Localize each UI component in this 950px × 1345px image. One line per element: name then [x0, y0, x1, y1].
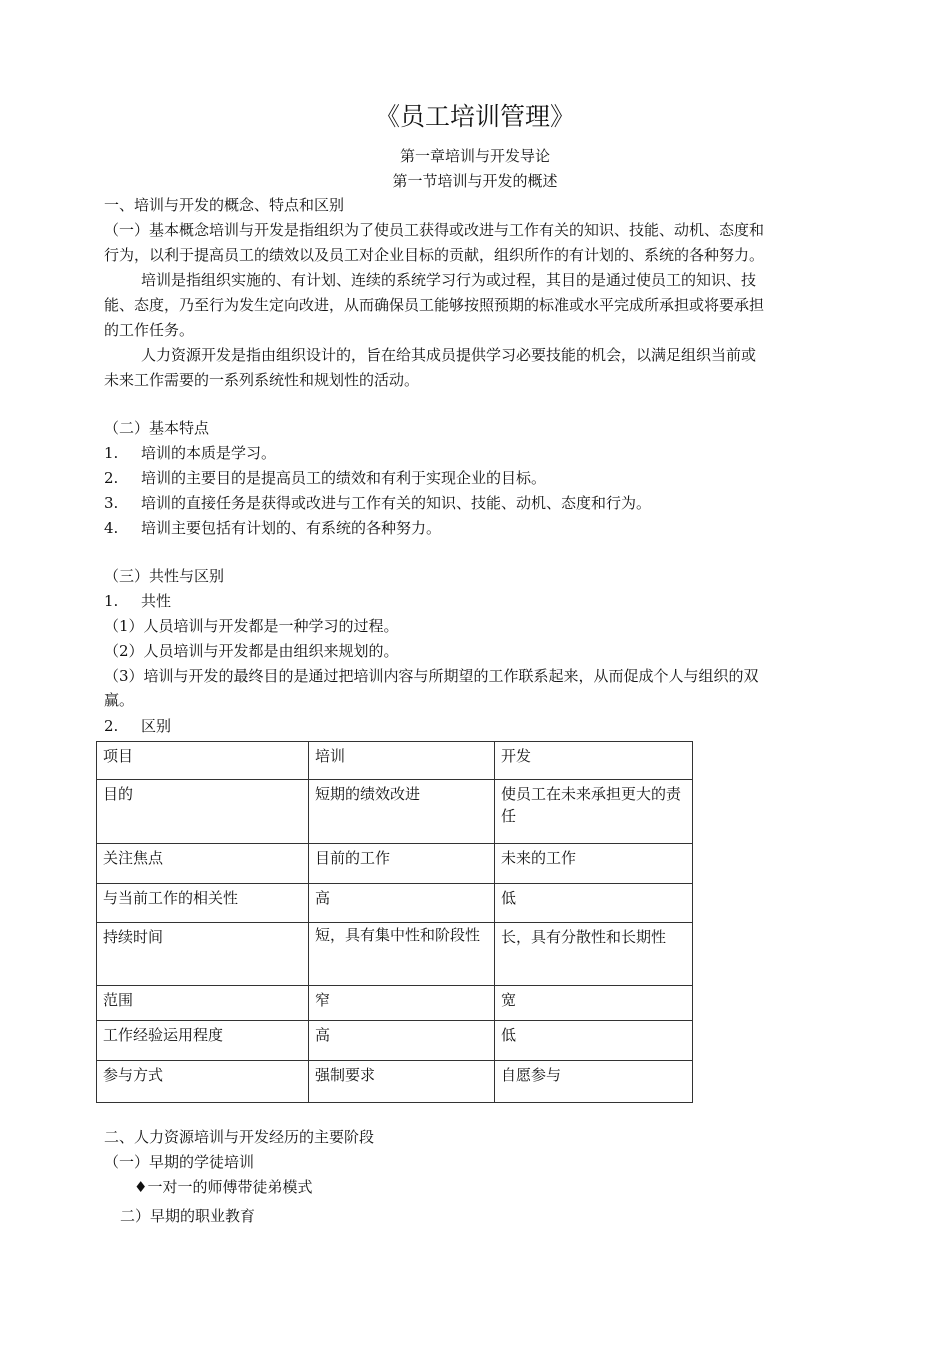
table-row: [97, 780, 693, 844]
table-row: [97, 923, 693, 986]
table-row: [97, 884, 693, 923]
paragraph-2-line-2: 能、态度，乃至行为发生定向改进，从而确保员工能够按照预期的标准或水平完成所承担或将要承担: [104, 296, 765, 314]
bullet-item: ♦一对一的师傅带徒弟模式: [134, 1178, 313, 1196]
heading-2-2: 二）早期的职业教育: [120, 1207, 256, 1225]
table-cell: 高: [309, 1021, 495, 1061]
feature-2-text: 培训的主要目的是提高员工的绩效和有利于实现企业的目标。: [141, 469, 547, 487]
common-item-3: （3）培训与开发的最终目的是通过把培训内容与所期望的工作联系起来，从而促成个人与组织的双: [104, 667, 759, 685]
table-header-cell: 培训: [309, 742, 495, 780]
chapter-heading: 第一章培训与开发导论: [399, 147, 550, 165]
table-cell: 与当前工作的相关性: [97, 884, 309, 923]
table-header-cell: 开发: [495, 742, 693, 780]
common-label: 共性: [141, 592, 172, 610]
paragraph-1-line-2: 行为，以利于提高员工的绩效以及员工对企业目标的贡献，组织所作的有计划的、系统的各种努力。: [104, 246, 765, 264]
heading-2-1: （一）早期的学徒培训: [104, 1153, 255, 1171]
common-item-2: （2）人员培训与开发都是由组织来规划的。: [104, 642, 399, 660]
section-heading: 第一节培训与开发的概述: [392, 172, 558, 190]
table-cell: 低: [495, 1021, 693, 1061]
table-cell: 持续时间: [97, 923, 309, 986]
table-row: [97, 986, 693, 1021]
table-cell: 短期的绩效改进: [309, 780, 495, 844]
table-cell: 未来的工作: [495, 844, 693, 884]
paragraph-3-line-1: 人力资源开发是指由组织设计的，旨在给其成员提供学习必要技能的机会，以满足组织当前或: [141, 346, 757, 364]
feature-4-number: 4.: [104, 519, 119, 537]
common-diff-heading: （三）共性与区别: [104, 567, 225, 585]
table-cell: 关注焦点: [97, 844, 309, 884]
table-cell: 短，具有集中性和阶段性: [309, 923, 495, 986]
feature-2-number: 2.: [104, 469, 119, 487]
table-cell: 工作经验运用程度: [97, 1021, 309, 1061]
paragraph-1-line-1: （一）基本概念培训与开发是指组织为了使员工获得或改进与工作有关的知识、技能、动机、态度和: [104, 221, 765, 239]
features-heading: （二）基本特点: [104, 419, 210, 437]
feature-1-number: 1.: [104, 444, 119, 462]
feature-4-text: 培训主要包括有计划的、有系统的各种努力。: [141, 519, 442, 537]
common-item-1: （1）人员培训与开发都是一种学习的过程。: [104, 617, 399, 635]
table-cell: 使员工在未来承担更大的责任: [495, 780, 693, 844]
table-cell: 强制要求: [309, 1061, 495, 1103]
document-title: 《员工培训管理》: [374, 102, 575, 131]
table-row: [97, 844, 693, 884]
comparison-table: [96, 741, 693, 1103]
table-cell: 窄: [309, 986, 495, 1021]
table-row: [97, 1061, 693, 1103]
feature-1-text: 培训的本质是学习。: [141, 444, 277, 462]
paragraph-2-line-1: 培训是指组织实施的、有计划、连续的系统学习行为或过程，其目的是通过使员工的知识、技: [141, 271, 757, 289]
feature-3-text: 培训的直接任务是获得或改进与工作有关的知识、技能、动机、态度和行为。: [141, 494, 652, 512]
paragraph-2-line-3: 的工作任务。: [104, 321, 195, 339]
table-cell: 范围: [97, 986, 309, 1021]
table-header-cell: 项目: [97, 742, 309, 780]
table-cell: 低: [495, 884, 693, 923]
table-cell: 高: [309, 884, 495, 923]
heading-2: 二、人力资源培训与开发经历的主要阶段: [104, 1128, 375, 1146]
table-cell: 宽: [495, 986, 693, 1021]
table-cell: 目前的工作: [309, 844, 495, 884]
common-number: 1.: [104, 592, 119, 610]
feature-3-number: 3.: [104, 494, 119, 512]
table-row: [97, 1021, 693, 1061]
heading-1: 一、培训与开发的概念、特点和区别: [104, 196, 345, 214]
table-cell: 自愿参与: [495, 1061, 693, 1103]
difference-number: 2.: [104, 717, 119, 735]
common-item-3-continued: 赢。: [104, 691, 135, 709]
table-cell: 长，具有分散性和长期性: [495, 923, 693, 986]
table-cell: 参与方式: [97, 1061, 309, 1103]
table-cell: 目的: [97, 780, 309, 844]
paragraph-3-line-2: 未来工作需要的一系列系统性和规划性的活动。: [104, 371, 420, 389]
difference-label: 区别: [141, 717, 172, 735]
table-header-row: [97, 742, 693, 780]
